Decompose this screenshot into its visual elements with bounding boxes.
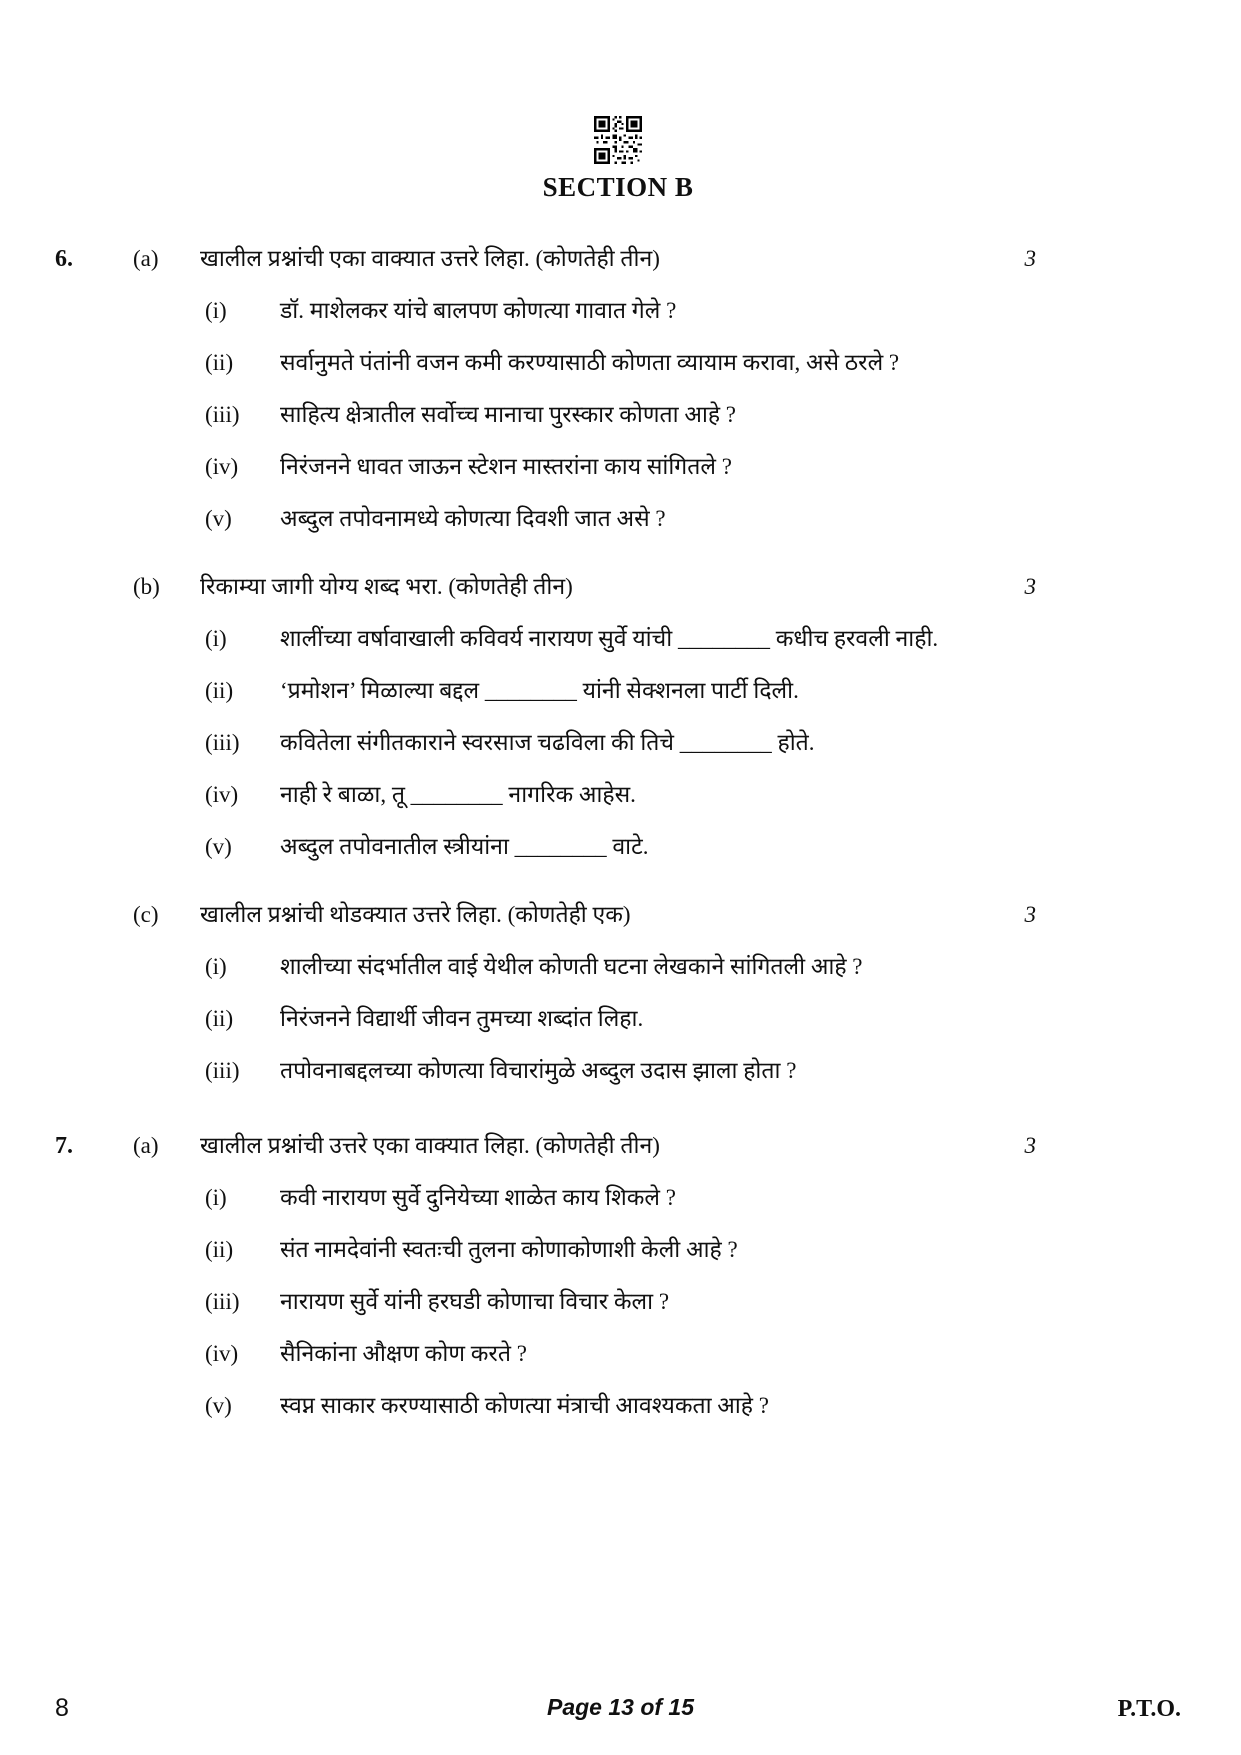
footer-page-number: 8 <box>55 1694 69 1722</box>
question-7-part-a-header <box>55 1130 1181 1162</box>
item-label: (iv) <box>205 454 239 479</box>
part-instruction: खालील प्रश्नांची उत्तरे एका वाक्यात लिहा. (कोणतेही तीन) <box>200 1133 660 1158</box>
part-label: (a) <box>133 1133 159 1158</box>
item-text: शालींच्या वर्षावाखाली कविवर्य नारायण सुर्वे यांची ________ कधीच हरवली नाही. <box>280 626 939 651</box>
item-label: (i) <box>205 298 227 323</box>
item-label: (iv) <box>205 782 239 807</box>
part-label: (b) <box>133 574 160 599</box>
question-6-part-c-header <box>55 899 1181 931</box>
marks-value: 3 <box>1024 246 1036 271</box>
item-text: अब्दुल तपोवनातील स्त्रीयांना ________ वाटे. <box>280 834 649 859</box>
question-6-part-a-header <box>55 243 1181 275</box>
question-item <box>55 1286 1181 1318</box>
item-label: (ii) <box>205 678 234 703</box>
part-instruction: खालील प्रश्नांची थोडक्यात उत्तरे लिहा. (कोणतेही एक) <box>200 902 631 927</box>
item-label: (v) <box>205 506 232 531</box>
item-text: अब्दुल तपोवनामध्ये कोणत्या दिवशी जात असे ? <box>280 506 666 531</box>
question-item <box>55 623 1181 655</box>
question-item <box>55 675 1181 707</box>
footer-pto-label: P.T.O. <box>1117 1696 1181 1722</box>
item-text: शालीच्या संदर्भातील वाई येथील कोणती घटना लेखकाने सांगितली आहे ? <box>280 954 863 979</box>
item-label: (ii) <box>205 1237 234 1262</box>
question-item <box>55 1390 1181 1422</box>
item-label: (iv) <box>205 1341 239 1366</box>
question-item <box>55 1003 1181 1035</box>
question-6-part-b-header <box>55 571 1181 603</box>
item-label: (v) <box>205 1393 232 1418</box>
item-text: निरंजनने धावत जाऊन स्टेशन मास्तरांना काय सांगितले ? <box>280 454 732 479</box>
marks-value: 3 <box>1024 574 1036 599</box>
item-text: कवी नारायण सुर्वे दुनियेच्या शाळेत काय शिकले ? <box>280 1185 676 1210</box>
item-text: निरंजनने विद्यार्थी जीवन तुमच्या शब्दांत लिहा. <box>280 1006 644 1031</box>
footer-page-indicator: Page 13 of 15 <box>546 1694 695 1720</box>
item-text: ‘प्रमोशन’ मिळाल्या बद्दल ________ यांनी सेक्शनला पार्टी दिली. <box>280 678 799 703</box>
item-text: कवितेला संगीतकाराने स्वरसाज चढविला की तिचे ________ होते. <box>280 730 815 755</box>
item-text: स्वप्न साकार करण्यासाठी कोणत्या मंत्राची आवश्यकता आहे ? <box>280 1393 769 1418</box>
question-item <box>55 1182 1181 1214</box>
question-item <box>55 1055 1181 1087</box>
item-text: डॉ. माशेलकर यांचे बालपण कोणत्या गावात गेले ? <box>280 298 677 323</box>
item-label: (ii) <box>205 350 234 375</box>
qr-code-icon <box>594 116 642 164</box>
question-item <box>55 831 1181 863</box>
question-item <box>55 451 1181 483</box>
question-item <box>55 503 1181 535</box>
part-instruction: खालील प्रश्नांची एका वाक्यात उत्तरे लिहा. (कोणतेही तीन) <box>200 246 660 271</box>
item-label: (i) <box>205 954 227 979</box>
section-title: SECTION B <box>542 172 694 202</box>
marks-value: 3 <box>1024 902 1036 927</box>
item-label: (iii) <box>205 402 240 427</box>
part-label: (c) <box>133 902 159 927</box>
item-label: (iii) <box>205 1058 240 1083</box>
question-number: 7. <box>55 1133 73 1159</box>
question-item <box>55 1234 1181 1266</box>
question-item <box>55 951 1181 983</box>
item-label: (iii) <box>205 730 240 755</box>
question-number: 6. <box>55 246 73 272</box>
question-item <box>55 727 1181 759</box>
item-text: सर्वानुमते पंतांनी वजन कमी करण्यासाठी कोणता व्यायाम करावा, असे ठरले ? <box>280 350 900 375</box>
item-text: नाही रे बाळा, तू ________ नागरिक आहेस. <box>280 782 636 807</box>
item-text: नारायण सुर्वे यांनी हरघडी कोणाचा विचार केला ? <box>280 1289 670 1314</box>
item-text: तपोवनाबद्दलच्या कोणत्या विचारांमुळे अब्दुल उदास झाला होता ? <box>280 1058 797 1083</box>
question-item <box>55 347 1181 379</box>
item-label: (ii) <box>205 1006 234 1031</box>
item-label: (iii) <box>205 1289 240 1314</box>
item-text: संत नामदेवांनी स्वतःची तुलना कोणाकोणाशी केली आहे ? <box>280 1237 738 1262</box>
marks-value: 3 <box>1024 1133 1036 1158</box>
question-item <box>55 1338 1181 1370</box>
item-text: सैनिकांना औक्षण कोण करते ? <box>280 1341 527 1366</box>
item-label: (i) <box>205 626 227 651</box>
question-item <box>55 399 1181 431</box>
item-label: (i) <box>205 1185 227 1210</box>
page-footer <box>0 1694 1241 1723</box>
part-instruction: रिकाम्या जागी योग्य शब्द भरा. (कोणतेही तीन) <box>200 574 573 599</box>
item-text: साहित्य क्षेत्रातील सर्वोच्च मानाचा पुरस्कार कोणता आहे ? <box>280 402 736 427</box>
question-item <box>55 779 1181 811</box>
question-item <box>55 295 1181 327</box>
part-label: (a) <box>133 246 159 271</box>
item-label: (v) <box>205 834 232 859</box>
